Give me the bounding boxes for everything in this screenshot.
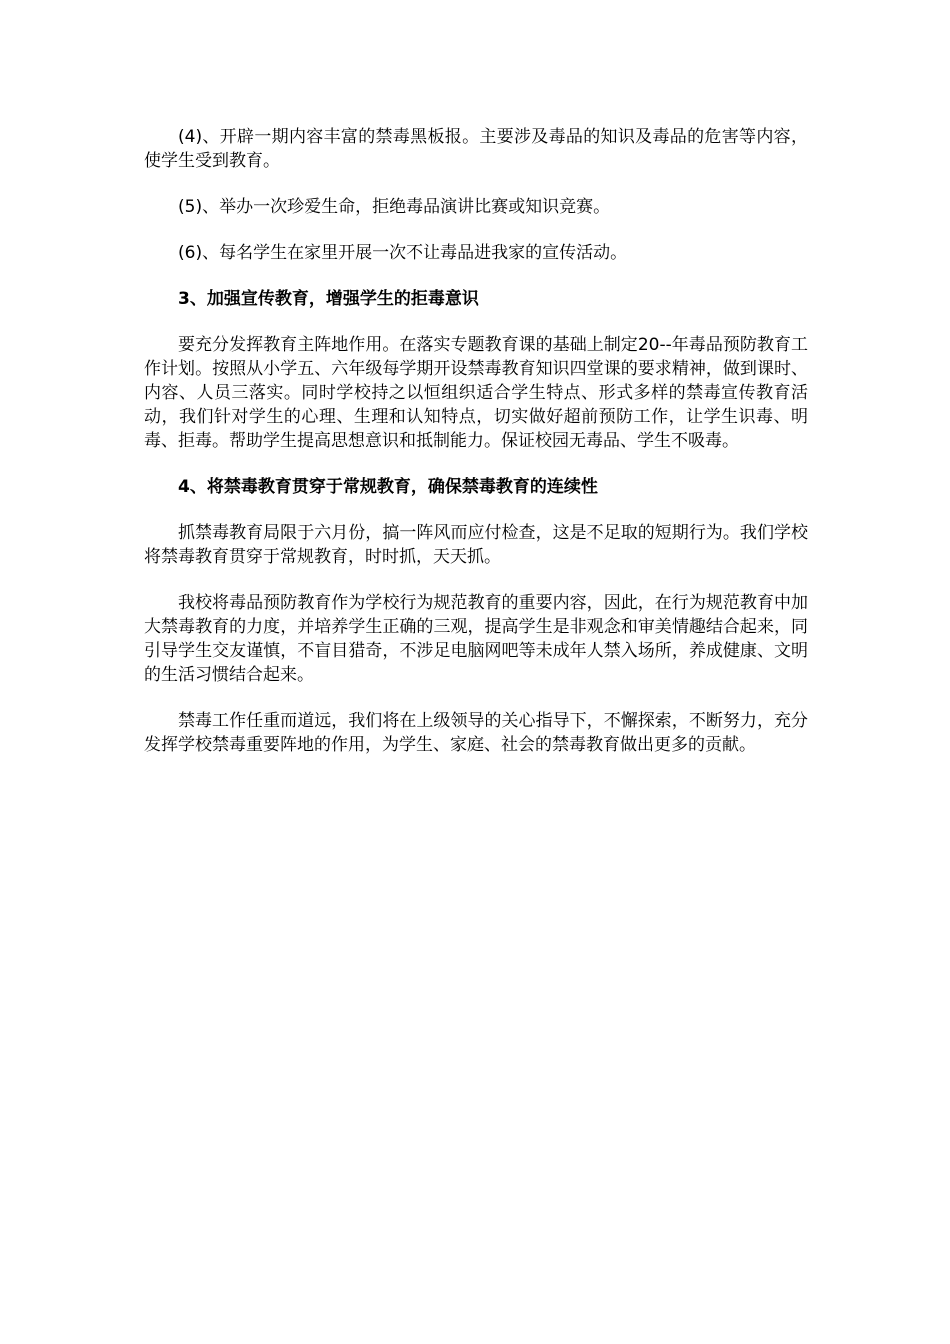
paragraph-section-4-body-1: 抓禁毒教育局限于六月份，搞一阵风而应付检查，这是不足取的短期行为。我们学校将禁毒教育贯穿于常规教育，时时抓，天天抓。	[144, 523, 808, 567]
paragraph-conclusion: 禁毒工作任重而道远，我们将在上级领导的关心指导下，不懈探索，不断努力，充分发挥学校禁毒重要阵地的作用，为学生、家庭、社会的禁毒教育做出更多的贡献。	[144, 711, 808, 755]
paragraph-section-4-body-2: 我校将毒品预防教育作为学校行为规范教育的重要内容，因此，在行为规范教育中加大禁毒教育的力度，并培养学生正确的三观，提高学生是非观念和审美情趣结合起来，同引导学生交友谨慎，不盲目猎奇，不涉足电脑网吧等未成年人禁入场所，养成健康、文明的生活习惯结合起来。	[144, 593, 808, 685]
paragraph-section-3-body: 要充分发挥教育主阵地作用。在落实专题教育课的基础上制定20--年毒品预防教育工作计划。按照从小学五、六年级每学期开设禁毒教育知识四堂课的要求精神，做到课时、内容、人员三落实。同时学校持之以恒组织适合学生特点、形式多样的禁毒宣传教育活动，我们针对学生的心理、生理和认知特点，切实做好超前预防工作，让学生识毒、明毒、拒毒。帮助学生提高思想意识和抵制能力。保证校园无毒品、学生不吸毒。	[144, 335, 808, 451]
paragraph-activity-6: (6)、每名学生在家里开展一次不让毒品进我家的宣传活动。	[178, 243, 628, 263]
section-heading-4: 4、将禁毒教育贯穿于常规教育，确保禁毒教育的连续性	[178, 477, 598, 497]
paragraph-activity-5: (5)、举办一次珍爱生命，拒绝毒品演讲比赛或知识竞赛。	[178, 197, 611, 217]
paragraph-activity-4: (4)、开辟一期内容丰富的禁毒黑板报。主要涉及毒品的知识及毒品的危害等内容，使学生受到教育。	[144, 127, 808, 171]
section-heading-3: 3、加强宣传教育，增强学生的拒毒意识	[178, 289, 479, 309]
document-body	[144, 125, 808, 779]
